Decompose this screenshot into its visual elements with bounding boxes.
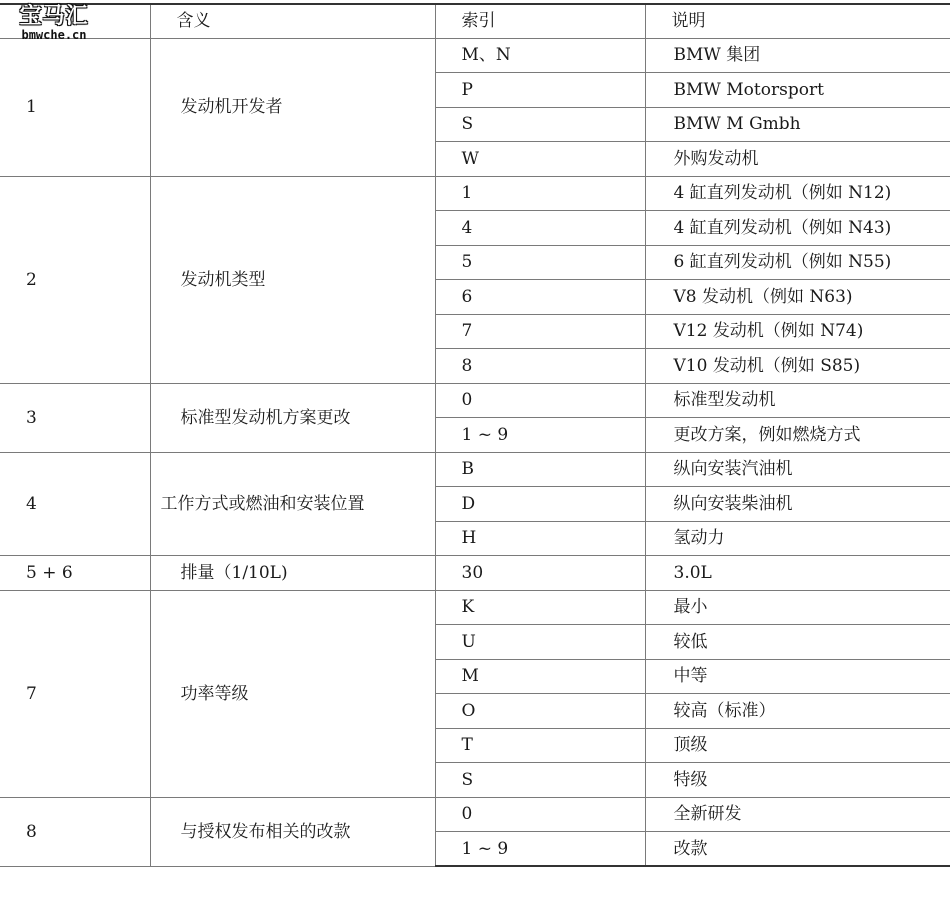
row-description: BMW Motorsport	[645, 73, 950, 108]
row-description: 顶级	[645, 728, 950, 763]
group-number: 4	[0, 452, 150, 556]
row-description: 中等	[645, 659, 950, 694]
row-description: 最小	[645, 590, 950, 625]
row-index: S	[435, 107, 645, 142]
row-index: 1 ~ 9	[435, 832, 645, 867]
row-description: 4 缸直列发动机（例如 N43)	[645, 211, 950, 246]
row-description: 氢动力	[645, 521, 950, 556]
row-description: 较高（标准）	[645, 694, 950, 729]
group-number: 7	[0, 590, 150, 797]
table-row	[0, 176, 950, 211]
header-description: 说明	[645, 4, 950, 38]
group-meaning: 功率等级	[150, 590, 435, 797]
row-description: 纵向安装汽油机	[645, 452, 950, 487]
watermark-logo-text: 宝马汇	[19, 3, 89, 29]
row-index: 1 ~ 9	[435, 418, 645, 453]
engine-code-table	[0, 3, 950, 867]
header-meaning: 含义	[150, 4, 435, 38]
row-description: BMW 集团	[645, 38, 950, 73]
group-number: 1	[0, 38, 150, 176]
row-index: M、N	[435, 38, 645, 73]
table-row	[0, 556, 950, 591]
group-number: 3	[0, 383, 150, 452]
row-index: M	[435, 659, 645, 694]
row-description: 外购发动机	[645, 142, 950, 177]
row-description: 较低	[645, 625, 950, 660]
row-description: 全新研发	[645, 797, 950, 832]
row-description: 3.0L	[645, 556, 950, 591]
row-index: H	[435, 521, 645, 556]
row-index: 4	[435, 211, 645, 246]
row-index: 6	[435, 280, 645, 315]
watermark-site: bmwche.cn	[21, 28, 87, 42]
group-number: 8	[0, 797, 150, 866]
row-description: 特级	[645, 763, 950, 798]
watermark-logo	[4, 4, 104, 42]
row-description: 4 缸直列发动机（例如 N12)	[645, 176, 950, 211]
row-description: 更改方案，例如燃烧方式	[645, 418, 950, 453]
table-row	[0, 383, 950, 418]
group-meaning: 与授权发布相关的改款	[150, 797, 435, 866]
row-description: 纵向安装柴油机	[645, 487, 950, 522]
row-description: 标准型发动机	[645, 383, 950, 418]
table-row	[0, 590, 950, 625]
row-index: 0	[435, 797, 645, 832]
row-index: T	[435, 728, 645, 763]
row-description: BMW M Gmbh	[645, 107, 950, 142]
group-number: 2	[0, 176, 150, 383]
row-index: 5	[435, 245, 645, 280]
row-description: V12 发动机（例如 N74)	[645, 314, 950, 349]
row-index: P	[435, 73, 645, 108]
group-meaning: 排量（1/10L)	[150, 556, 435, 591]
table-header-row	[0, 4, 950, 38]
table-row	[0, 797, 950, 832]
row-description: V8 发动机（例如 N63)	[645, 280, 950, 315]
row-index: O	[435, 694, 645, 729]
row-index: 7	[435, 314, 645, 349]
table-row	[0, 38, 950, 73]
table-row	[0, 452, 950, 487]
row-description: 6 缸直列发动机（例如 N55)	[645, 245, 950, 280]
group-meaning: 发动机类型	[150, 176, 435, 383]
row-index: D	[435, 487, 645, 522]
row-index: 1	[435, 176, 645, 211]
row-index: W	[435, 142, 645, 177]
group-number: 5 + 6	[0, 556, 150, 591]
group-meaning: 工作方式或燃油和安装位置	[150, 452, 435, 556]
row-index: B	[435, 452, 645, 487]
row-index: 30	[435, 556, 645, 591]
row-index: U	[435, 625, 645, 660]
row-index: 8	[435, 349, 645, 384]
row-index: S	[435, 763, 645, 798]
header-index: 索引	[435, 4, 645, 38]
row-index: K	[435, 590, 645, 625]
row-description: 改款	[645, 832, 950, 867]
group-meaning: 标准型发动机方案更改	[150, 383, 435, 452]
row-description: V10 发动机（例如 S85)	[645, 349, 950, 384]
group-meaning: 发动机开发者	[150, 38, 435, 176]
row-index: 0	[435, 383, 645, 418]
